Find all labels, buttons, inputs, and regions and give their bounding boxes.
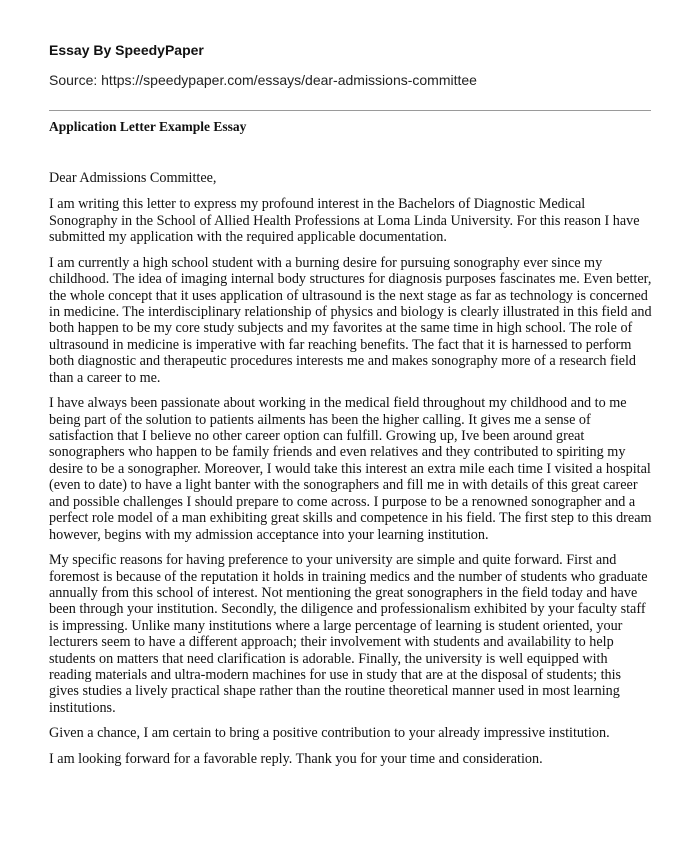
- paragraph-4: My specific reasons for having preference to your university are simple and quite forward. First and foremost is because of the reputation it holds in training medics and the number of students who graduate annually from this school of interest. Not mentioning the great sonographers in the field today and have been through your institution. Secondly, the diligence and professionalism exhibited by your faculty staff is impressing. Unlike many institutions where a large percentage of learning is student oriented, your lecturers seem to have a different approach; their involvement with students and availability to help students on matters that need clarification is adorable. Finally, the university is well equipped with reading materials and ultra-modern machines for use in study that are at the disposal of students; this gives studies a lively practical shape rather than the routine theoretical manner used in most learning institutions.: [49, 552, 648, 716]
- paragraph-6: I am looking forward for a favorable reply. Thank you for your time and consideration.: [49, 750, 543, 767]
- paragraph-5: Given a chance, I am certain to bring a positive contribution to your already impressive institution.: [49, 725, 610, 742]
- essay-title: Application Letter Example Essay: [49, 119, 247, 134]
- publisher-heading: Essay By SpeedyPaper: [49, 42, 204, 58]
- letter-greeting: Dear Admissions Committee,: [49, 170, 217, 186]
- paragraph-2: I am currently a high school student with a burning desire for pursuing sonography ever since my childhood. The idea of imaging internal body structures for diagnosis purposes fascinates me. Even better, the whole concept that it uses application of ultrasound is the next stage as far as technology is concerned in medicine. The interdisciplinary relationship of physics and biology is clearly illustrated in this field and both happen to be my core study subjects and my favorites at the same time in high school. The role of ultrasound in medicine is imperative with far reaching benefits. The fact that it is harnessed to perform both diagnostic and therapeutic procedures interests me and makes sonography more of a research field than a career to me.: [49, 254, 652, 386]
- essay-body: [49, 170, 653, 777]
- paragraph-1: I am writing this letter to express my profound interest in the Bachelors of Diagnostic Medical Sonography in the School of Allied Health Professions at Loma Linda University. For this reason I have submitted my application with the required applicable documentation.: [49, 196, 640, 246]
- header-divider: [49, 110, 651, 111]
- paragraph-3: I have always been passionate about working in the medical field throughout my childhood and to me being part of the solution to patients ailments has been the higher calling. It gives me a sense of satisfaction that I believe no other career option can fulfill. Growing up, Ive been around great sonographers who happen to be family friends and even relatives and they contributed to spiriting my desire to be a sonographer. Moreover, I would take this interest an extra mile each time I visited a hospital (even to date) to have a light banter with the sonographers and fill me in with details of this great career and possible challenges I should prepare to come across. I purpose to be a renowned sonographer and a perfect role model of a man exhibiting great skills and competence in his field. The first step to this dream however, begins with my admission acceptance into your learning institution.: [49, 395, 652, 543]
- source-url: Source: https://speedypaper.com/essays/dear-admissions-committee: [49, 72, 477, 88]
